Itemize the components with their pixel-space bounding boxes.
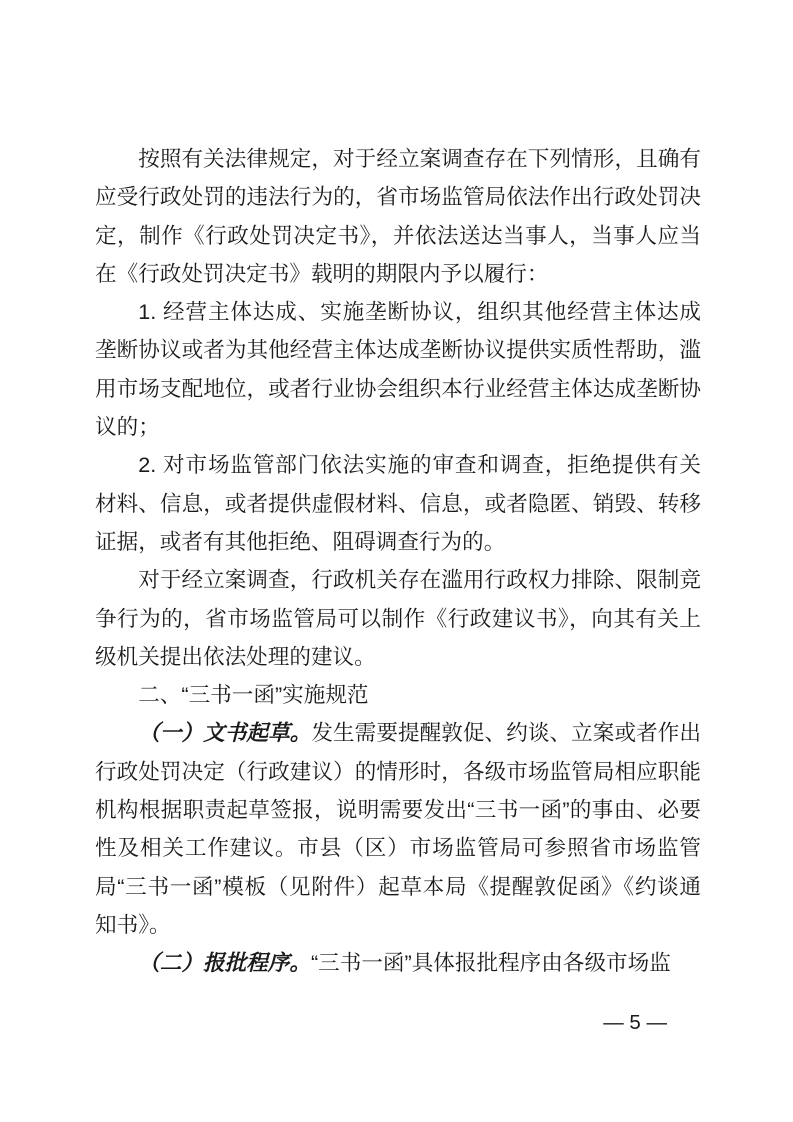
section-heading: 二、“三书一函”实施规范 (138, 682, 369, 708)
document-body (95, 140, 701, 983)
paragraph-administrative-suggestion: 对于经立案调查，行政机关存在滥用行政权力排除、限制竞争行为的，省市场监管局可以制作《行政建议书》，向其有关上级机关提出依法处理的建议。 (95, 567, 701, 669)
list-item-1: 1. 经营主体达成、实施垄断协议，组织其他经营主体达成垄断协议或者为其他经营主体达成垄断协议提供实质性帮助，滥用市场支配地位，或者行业协会组织本行业经营主体达成垄断协议的； (95, 299, 701, 440)
paragraph-approval-procedure (95, 944, 701, 982)
paragraph-document-drafting (95, 714, 701, 944)
paragraph-intro: 按照有关法律规定，对于经立案调查存在下列情形，且确有应受行政处罚的违法行为的，省市场监管局依法作出行政处罚决定，制作《行政处罚决定书》，并依法送达当事人，当事人应当在《行政处罚决定书》载明的期限内予以履行： (95, 146, 701, 286)
paragraph-lead-approval: （二）报批程序。 (138, 951, 311, 976)
paragraph-lead-drafting: （一）文书起草。 (138, 721, 312, 746)
paragraph-text-approval: “三书一函”具体报批程序由各级市场监 (310, 950, 671, 976)
page-number: — 5 — (603, 1011, 667, 1034)
list-item-2: 2. 对市场监管部门依法实施的审查和调查，拒绝提供有关材料、信息，或者提供虚假材料、信息，或者隐匿、销毁、转移证据，或者有其他拒绝、阻碍调查行为的。 (95, 452, 701, 554)
paragraph-text-drafting: 发生需要提醒敦促、约谈、立案或者作出行政处罚决定（行政建议）的情形时，各级市场监管局相应职能机构根据职责起草签报，说明需要发出“三书一函”的事由、必要性及相关工作建议。市县（区）市场监管局可参照省市场监管局“三书一函”模板（见附件）起草本局《提醒敦促函》《约谈通知书》。 (95, 720, 701, 937)
